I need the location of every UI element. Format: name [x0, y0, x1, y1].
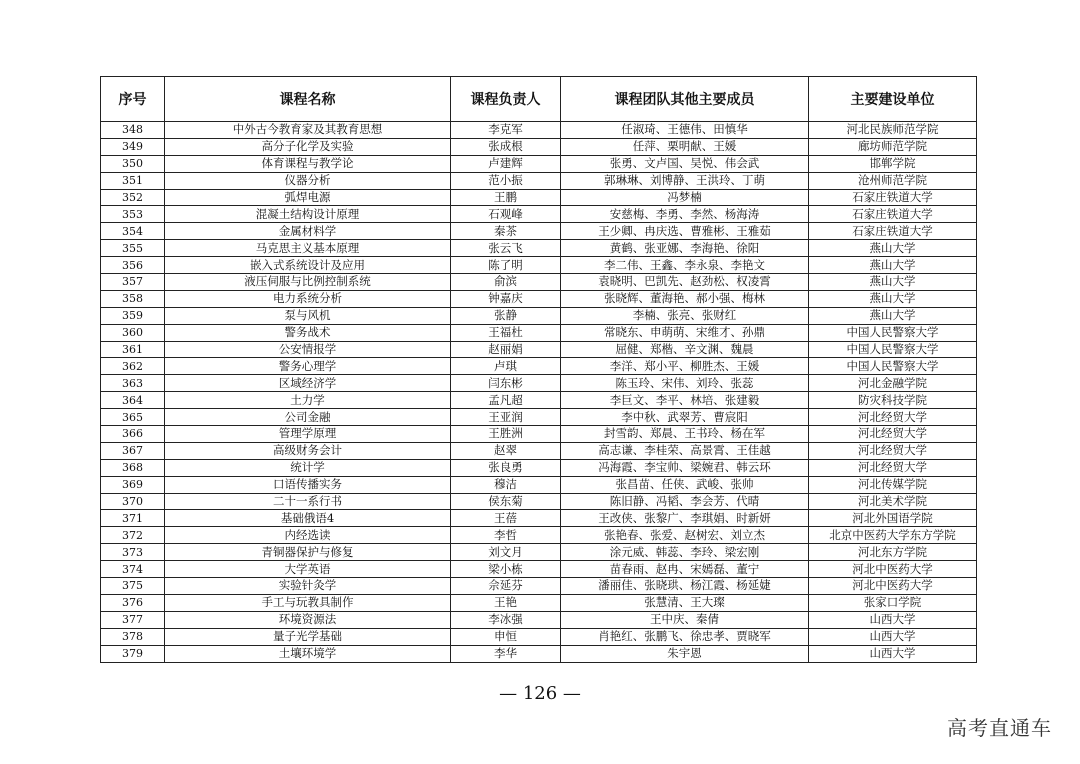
table-row: [101, 341, 977, 358]
cell-index: 378: [101, 628, 165, 645]
cell-index: 351: [101, 172, 165, 189]
cell-institution: 河北中医药大学: [809, 561, 977, 578]
cell-team-members: 肖艳红、张鹏飞、徐忠孝、贾晓军: [561, 628, 809, 645]
cell-index: 360: [101, 324, 165, 341]
cell-course-lead: 闫东彬: [451, 375, 561, 392]
cell-team-members: 朱宇恩: [561, 645, 809, 662]
table-row: [101, 122, 977, 139]
cell-institution: 河北东方学院: [809, 544, 977, 561]
cell-institution: 石家庄铁道大学: [809, 189, 977, 206]
table-row: [101, 223, 977, 240]
cell-team-members: 王改侠、张黎广、李琪娟、时新妍: [561, 510, 809, 527]
cell-index: 364: [101, 392, 165, 409]
cell-institution: 沧州师范学院: [809, 172, 977, 189]
cell-institution: 河北经贸大学: [809, 442, 977, 459]
table-row: [101, 392, 977, 409]
cell-index: 377: [101, 611, 165, 628]
cell-institution: 河北金融学院: [809, 375, 977, 392]
cell-index: 367: [101, 442, 165, 459]
cell-course-lead: 赵丽娟: [451, 341, 561, 358]
cell-index: 357: [101, 274, 165, 291]
table-row: [101, 527, 977, 544]
cell-course-name: 口语传播实务: [165, 476, 451, 493]
cell-institution: 河北经贸大学: [809, 459, 977, 476]
cell-index: 361: [101, 341, 165, 358]
cell-team-members: 李巨文、李平、林培、张建毅: [561, 392, 809, 409]
cell-institution: 燕山大学: [809, 274, 977, 291]
cell-course-name: 量子光学基础: [165, 628, 451, 645]
cell-course-lead: 孟凡超: [451, 392, 561, 409]
table-row: [101, 257, 977, 274]
cell-course-lead: 王福杜: [451, 324, 561, 341]
course-list-sheet: [100, 76, 976, 663]
cell-team-members: 潘丽佳、张晓珙、杨江霞、杨延婕: [561, 578, 809, 595]
cell-team-members: 郭琳琳、刘博静、王洪玲、丁萌: [561, 172, 809, 189]
cell-index: 352: [101, 189, 165, 206]
cell-institution: 山西大学: [809, 611, 977, 628]
cell-team-members: 冯梦楠: [561, 189, 809, 206]
cell-team-members: 冯海霞、李宝帅、梁婉君、韩云环: [561, 459, 809, 476]
cell-course-lead: 赵翠: [451, 442, 561, 459]
table-row: [101, 493, 977, 510]
cell-course-name: 公司金融: [165, 409, 451, 426]
cell-team-members: 王中庆、秦倩: [561, 611, 809, 628]
cell-course-lead: 王胜洲: [451, 426, 561, 443]
cell-course-lead: 卢琪: [451, 358, 561, 375]
table-row: [101, 358, 977, 375]
cell-index: 348: [101, 122, 165, 139]
cell-institution: 河北经贸大学: [809, 409, 977, 426]
cell-team-members: 李中秋、武翠芳、曹宸阳: [561, 409, 809, 426]
cell-institution: 燕山大学: [809, 290, 977, 307]
cell-course-name: 环境资源法: [165, 611, 451, 628]
table-row: [101, 274, 977, 291]
cell-team-members: 屈健、郑楷、辛文渊、魏晨: [561, 341, 809, 358]
cell-team-members: 黄鹤、张亚娜、李海艳、徐阳: [561, 240, 809, 257]
cell-index: 375: [101, 578, 165, 595]
cell-team-members: 涂元威、韩蕊、李玲、梁宏刚: [561, 544, 809, 561]
watermark-text: 高考直通车: [947, 716, 1052, 740]
cell-course-lead: 张良勇: [451, 459, 561, 476]
cell-course-name: 警务心理学: [165, 358, 451, 375]
cell-course-name: 基础俄语4: [165, 510, 451, 527]
cell-course-name: 仪器分析: [165, 172, 451, 189]
header-index: 序号: [101, 77, 165, 122]
table-row: [101, 409, 977, 426]
cell-course-lead: 石观峰: [451, 206, 561, 223]
table-row: [101, 426, 977, 443]
cell-course-name: 手工与玩教具制作: [165, 594, 451, 611]
cell-course-lead: 王艳: [451, 594, 561, 611]
table-row: [101, 476, 977, 493]
cell-index: 356: [101, 257, 165, 274]
cell-team-members: 张昌苗、任侠、武峻、张帅: [561, 476, 809, 493]
cell-team-members: 张勇、文卢国、吴悦、伟会武: [561, 155, 809, 172]
cell-team-members: 常晓东、申萌萌、宋维才、孙鼎: [561, 324, 809, 341]
table-row: [101, 628, 977, 645]
table-row: [101, 189, 977, 206]
cell-team-members: 李二伟、王鑫、李永泉、李艳文: [561, 257, 809, 274]
cell-index: 372: [101, 527, 165, 544]
cell-course-name: 统计学: [165, 459, 451, 476]
cell-index: 370: [101, 493, 165, 510]
cell-course-name: 区域经济学: [165, 375, 451, 392]
cell-course-name: 实验针灸学: [165, 578, 451, 595]
cell-institution: 河北中医药大学: [809, 578, 977, 595]
cell-course-lead: 王鹏: [451, 189, 561, 206]
cell-course-lead: 张成根: [451, 138, 561, 155]
cell-course-lead: 秦茶: [451, 223, 561, 240]
cell-institution: 河北经贸大学: [809, 426, 977, 443]
cell-course-name: 土壤环境学: [165, 645, 451, 662]
cell-index: 359: [101, 307, 165, 324]
cell-course-lead: 王蓓: [451, 510, 561, 527]
table-row: [101, 544, 977, 561]
cell-index: 365: [101, 409, 165, 426]
cell-course-name: 土力学: [165, 392, 451, 409]
page-number: — 126 —: [499, 683, 581, 704]
cell-institution: 中国人民警察大学: [809, 324, 977, 341]
cell-index: 354: [101, 223, 165, 240]
header-institution: 主要建设单位: [809, 77, 977, 122]
table-row: [101, 206, 977, 223]
cell-institution: 石家庄铁道大学: [809, 223, 977, 240]
cell-institution: 廊坊师范学院: [809, 138, 977, 155]
cell-course-lead: 李冰强: [451, 611, 561, 628]
cell-course-name: 弧焊电源: [165, 189, 451, 206]
cell-index: 376: [101, 594, 165, 611]
cell-course-name: 体育课程与教学论: [165, 155, 451, 172]
cell-index: 373: [101, 544, 165, 561]
cell-index: 374: [101, 561, 165, 578]
cell-course-lead: 李华: [451, 645, 561, 662]
cell-team-members: 陈旧静、冯韬、李会芳、代晴: [561, 493, 809, 510]
cell-course-lead: 卢建辉: [451, 155, 561, 172]
course-table: [100, 76, 977, 663]
cell-course-name: 混凝土结构设计原理: [165, 206, 451, 223]
cell-course-lead: 梁小栋: [451, 561, 561, 578]
table-row: [101, 290, 977, 307]
cell-team-members: 封雪韵、郑晨、王书玲、杨在军: [561, 426, 809, 443]
cell-course-name: 警务战术: [165, 324, 451, 341]
cell-institution: 中国人民警察大学: [809, 341, 977, 358]
cell-institution: 河北美术学院: [809, 493, 977, 510]
cell-course-name: 液压伺服与比例控制系统: [165, 274, 451, 291]
cell-team-members: 陈玉玲、宋伟、刘玲、张蕊: [561, 375, 809, 392]
cell-team-members: 任淑琦、王德伟、田慎华: [561, 122, 809, 139]
table-row: [101, 155, 977, 172]
header-course-lead: 课程负责人: [451, 77, 561, 122]
cell-index: 362: [101, 358, 165, 375]
table-row: [101, 594, 977, 611]
cell-course-name: 内经选读: [165, 527, 451, 544]
cell-team-members: 张慧清、王大璨: [561, 594, 809, 611]
cell-institution: 燕山大学: [809, 257, 977, 274]
table-row: [101, 611, 977, 628]
cell-course-lead: 钟嘉庆: [451, 290, 561, 307]
table-body: [101, 122, 977, 663]
table-row: [101, 459, 977, 476]
table-row: [101, 578, 977, 595]
cell-index: 363: [101, 375, 165, 392]
cell-course-lead: 申恒: [451, 628, 561, 645]
cell-index: 358: [101, 290, 165, 307]
cell-course-name: 大学英语: [165, 561, 451, 578]
cell-index: 368: [101, 459, 165, 476]
cell-team-members: 安慈梅、李勇、李然、杨海涛: [561, 206, 809, 223]
cell-course-lead: 王亚润: [451, 409, 561, 426]
cell-team-members: 袁晓明、巴凯先、赵劲松、权凌霄: [561, 274, 809, 291]
table-row: [101, 324, 977, 341]
header-course-name: 课程名称: [165, 77, 451, 122]
cell-institution: 山西大学: [809, 645, 977, 662]
cell-course-name: 公安情报学: [165, 341, 451, 358]
cell-course-lead: 李克军: [451, 122, 561, 139]
header-team-members: 课程团队其他主要成员: [561, 77, 809, 122]
cell-course-lead: 陈了明: [451, 257, 561, 274]
cell-index: 371: [101, 510, 165, 527]
cell-course-name: 泵与风机: [165, 307, 451, 324]
table-row: [101, 138, 977, 155]
table-row: [101, 645, 977, 662]
cell-team-members: 张艳春、张爱、赵树宏、刘立杰: [561, 527, 809, 544]
cell-course-lead: 李哲: [451, 527, 561, 544]
cell-course-name: 青铜器保护与修复: [165, 544, 451, 561]
cell-course-name: 高分子化学及实验: [165, 138, 451, 155]
table-row: [101, 375, 977, 392]
cell-index: 366: [101, 426, 165, 443]
cell-course-name: 中外古今教育家及其教育思想: [165, 122, 451, 139]
cell-institution: 中国人民警察大学: [809, 358, 977, 375]
cell-course-lead: 佘延芬: [451, 578, 561, 595]
cell-index: 355: [101, 240, 165, 257]
cell-course-name: 电力系统分析: [165, 290, 451, 307]
cell-institution: 燕山大学: [809, 307, 977, 324]
cell-institution: 张家口学院: [809, 594, 977, 611]
cell-course-lead: 穆洁: [451, 476, 561, 493]
table-row: [101, 510, 977, 527]
cell-course-lead: 张云飞: [451, 240, 561, 257]
cell-course-lead: 刘文月: [451, 544, 561, 561]
cell-index: 353: [101, 206, 165, 223]
cell-course-name: 二十一系行书: [165, 493, 451, 510]
cell-institution: 燕山大学: [809, 240, 977, 257]
cell-course-lead: 侯东菊: [451, 493, 561, 510]
cell-team-members: 李洋、郑小平、柳胜杰、王媛: [561, 358, 809, 375]
cell-institution: 河北民族师范学院: [809, 122, 977, 139]
cell-institution: 防灾科技学院: [809, 392, 977, 409]
cell-course-name: 嵌入式系统设计及应用: [165, 257, 451, 274]
cell-index: 350: [101, 155, 165, 172]
cell-team-members: 李楠、张亮、张财红: [561, 307, 809, 324]
cell-institution: 河北传媒学院: [809, 476, 977, 493]
cell-team-members: 苗春雨、赵冉、宋嫣磊、董宁: [561, 561, 809, 578]
cell-course-lead: 范小振: [451, 172, 561, 189]
cell-institution: 石家庄铁道大学: [809, 206, 977, 223]
cell-institution: 邯郸学院: [809, 155, 977, 172]
table-row: [101, 442, 977, 459]
cell-team-members: 高志谦、李桂荣、高景霄、王佳越: [561, 442, 809, 459]
table-header-row: [101, 77, 977, 122]
table-row: [101, 240, 977, 257]
table-row: [101, 307, 977, 324]
cell-course-name: 高级财务会计: [165, 442, 451, 459]
cell-course-lead: 张静: [451, 307, 561, 324]
table-row: [101, 561, 977, 578]
cell-team-members: 张晓辉、董海艳、郝小强、梅林: [561, 290, 809, 307]
cell-course-name: 金属材料学: [165, 223, 451, 240]
cell-course-name: 管理学原理: [165, 426, 451, 443]
cell-index: 379: [101, 645, 165, 662]
cell-course-lead: 俞滨: [451, 274, 561, 291]
cell-institution: 河北外国语学院: [809, 510, 977, 527]
cell-course-name: 马克思主义基本原理: [165, 240, 451, 257]
cell-institution: 山西大学: [809, 628, 977, 645]
cell-index: 369: [101, 476, 165, 493]
cell-institution: 北京中医药大学东方学院: [809, 527, 977, 544]
cell-index: 349: [101, 138, 165, 155]
cell-team-members: 任萍、栗明献、王媛: [561, 138, 809, 155]
cell-team-members: 王少卿、冉庆选、曹雅彬、王雅茹: [561, 223, 809, 240]
table-row: [101, 172, 977, 189]
